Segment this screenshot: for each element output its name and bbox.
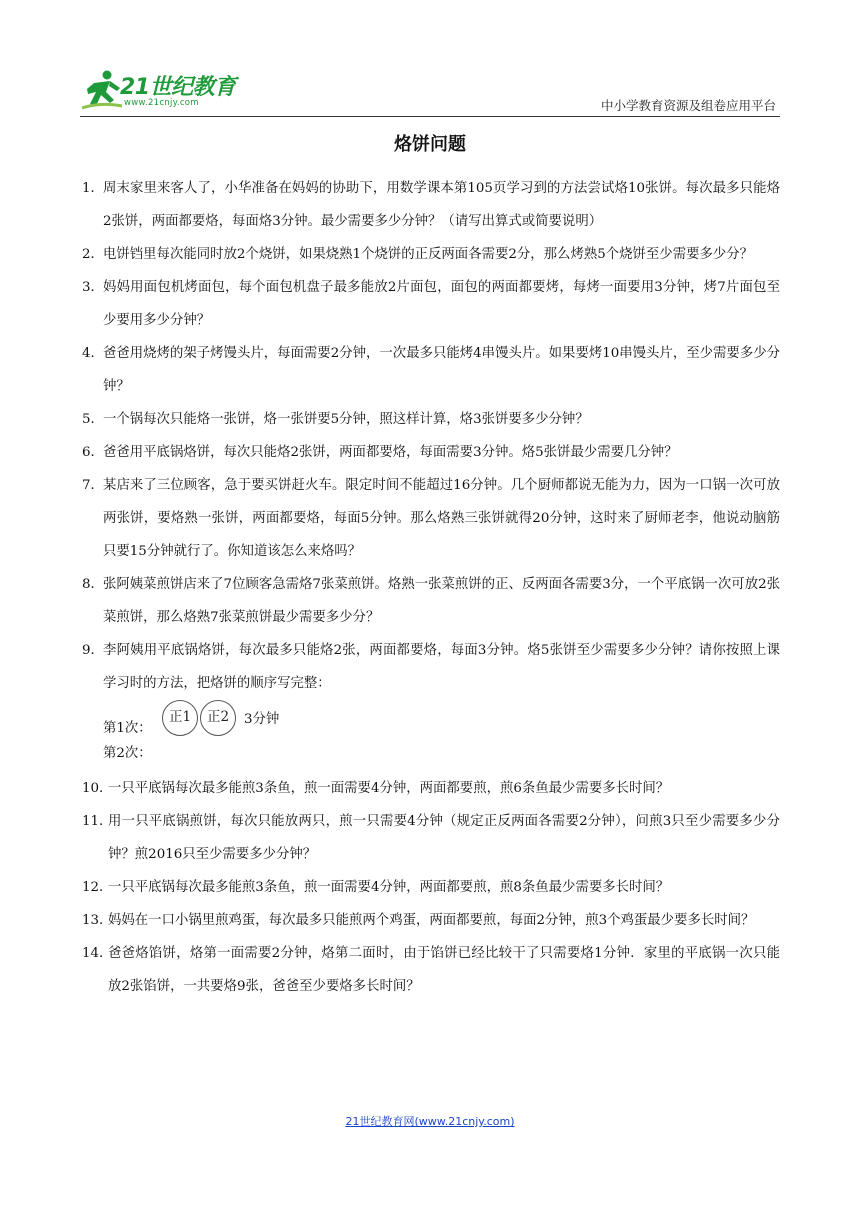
question-10 xyxy=(82,772,780,805)
question-number: 5． xyxy=(82,412,104,427)
question-number: 1． xyxy=(82,181,104,196)
question-6 xyxy=(82,436,780,469)
question-text: 一个锅每次只能烙一张饼，烙一张饼要5分钟，照这样计算，烙3张饼要多少分钟？ xyxy=(103,412,589,427)
question-text: 用一只平底锅煎饼，每次只能放两只，煎一只需要4分钟（规定正反两面各需要2分钟），问煎3只至少需要多少分钟？煎2016只至少需要多少分钟？ xyxy=(108,814,780,862)
question-8 xyxy=(82,568,780,634)
step-time: 3分钟 xyxy=(244,712,280,727)
question-13 xyxy=(82,904,780,937)
question-9 xyxy=(82,634,780,700)
q9-step-2 xyxy=(82,744,780,772)
logo xyxy=(80,64,260,116)
question-text: 一只平底锅每次最多能煎3条鱼，煎一面需要4分钟，两面都要煎，煎8条鱼最少需要多长时间？ xyxy=(108,880,670,895)
logo-text: 21世纪教育 xyxy=(120,75,236,100)
question-14 xyxy=(82,937,780,1003)
question-11 xyxy=(82,805,780,871)
question-text: 妈妈在一口小锅里煎鸡蛋，每次最多只能煎两个鸡蛋，两面都要煎，每面2分钟，煎3个鸡蛋最少要多长时间？ xyxy=(108,913,755,928)
platform-name: 中小学教育资源及组卷应用平台 xyxy=(600,98,776,113)
question-2 xyxy=(82,238,780,271)
question-number: 8． xyxy=(82,577,104,592)
question-list xyxy=(82,172,780,1003)
question-7 xyxy=(82,469,780,568)
question-number: 11． xyxy=(82,814,113,829)
question-number: 13． xyxy=(82,913,113,928)
question-text: 电饼铛里每次能同时放2个烧饼，如果烧熟1个烧饼的正反两面各需要2分，那么烤熟5个烧饼至少需要多少分？ xyxy=(103,247,754,262)
page-footer xyxy=(0,1113,860,1129)
step-label: 第2次： xyxy=(103,746,152,761)
question-text: 张阿姨菜煎饼店来了7位顾客急需烙7张菜煎饼。烙熟一张菜煎饼的正、反两面各需要3分，一个平底锅一次可放2张菜煎饼，那么烙熟7张菜煎饼最少需要多少分？ xyxy=(103,577,780,625)
question-text: 爸爸用平底锅烙饼，每次只能烙2张饼，两面都要烙，每面需要3分钟。烙5张饼最少需要几分钟？ xyxy=(103,445,678,460)
question-number: 12． xyxy=(82,880,113,895)
question-number: 14． xyxy=(82,946,113,961)
logo-url: www.21cnjy.com xyxy=(124,98,199,108)
footer-link[interactable]: 21世纪教育网(www.21cnjy.com) xyxy=(345,1115,515,1128)
question-number: 10． xyxy=(82,781,113,796)
question-text: 妈妈用面包机烤面包，每个面包机盘子最多能放2片面包，面包的两面都要烤，每烤一面要用3分钟，烤7片面包至少要用多少分钟？ xyxy=(103,280,780,328)
q9-step-1 xyxy=(82,700,780,744)
question-text: 爸爸用烧烤的架子烤馒头片，每面需要2分钟，一次最多只能烤4串馒头片。如果要烤10串馒头片，至少需要多少分钟？ xyxy=(103,346,780,394)
page-header xyxy=(80,64,780,116)
pancake-disc-1: 正1 xyxy=(162,700,198,736)
question-number: 3． xyxy=(82,280,104,295)
runner-logo-icon xyxy=(80,68,124,112)
question-number: 4． xyxy=(82,346,104,361)
question-number: 2． xyxy=(82,247,104,262)
page-title: 烙饼问题 xyxy=(394,134,466,155)
question-text: 一只平底锅每次最多能煎3条鱼，煎一面需要4分钟，两面都要煎，煎6条鱼最少需要多长时间？ xyxy=(108,781,670,796)
pancake-disc-2: 正2 xyxy=(200,700,236,736)
question-number: 7． xyxy=(82,478,104,493)
question-text: 周末家里来客人了，小华准备在妈妈的协助下，用数学课本第105页学习到的方法尝试烙10张饼。每次最多只能烙2张饼，两面都要烙，每面烙3分钟。最少需要多少分钟？（请写出算式或简要说明） xyxy=(103,181,780,229)
question-4 xyxy=(82,337,780,403)
header-divider xyxy=(80,116,780,117)
question-1 xyxy=(82,172,780,238)
question-5 xyxy=(82,403,780,436)
step-label: 第1次： xyxy=(103,721,152,736)
question-3 xyxy=(82,271,780,337)
question-text: 某店来了三位顾客，急于要买饼赶火车。限定时间不能超过16分钟。几个厨师都说无能为力，因为一口锅一次可放两张饼，要烙熟一张饼，两面都要烙，每面5分钟。那么烙熟三张饼就得20分钟，这时来了厨师老李，他说动脑筋只要15分钟就行了。你知道该怎么来烙吗？ xyxy=(103,478,780,559)
question-text: 李阿姨用平底锅烙饼，每次最多只能烙2张，两面都要烙，每面3分钟。烙5张饼至少需要多少分钟？请你按照上课学习时的方法，把烙饼的顺序写完整： xyxy=(103,643,780,691)
question-number: 6． xyxy=(82,445,104,460)
question-12 xyxy=(82,871,780,904)
question-number: 9． xyxy=(82,643,104,658)
question-text: 爸爸烙馅饼，烙第一面需要2分钟，烙第二面时，由于馅饼已经比较干了只需要烙1分钟．家里的平底锅一次只能放2张馅饼，一共要烙9张，爸爸至少要烙多长时间？ xyxy=(108,946,780,994)
